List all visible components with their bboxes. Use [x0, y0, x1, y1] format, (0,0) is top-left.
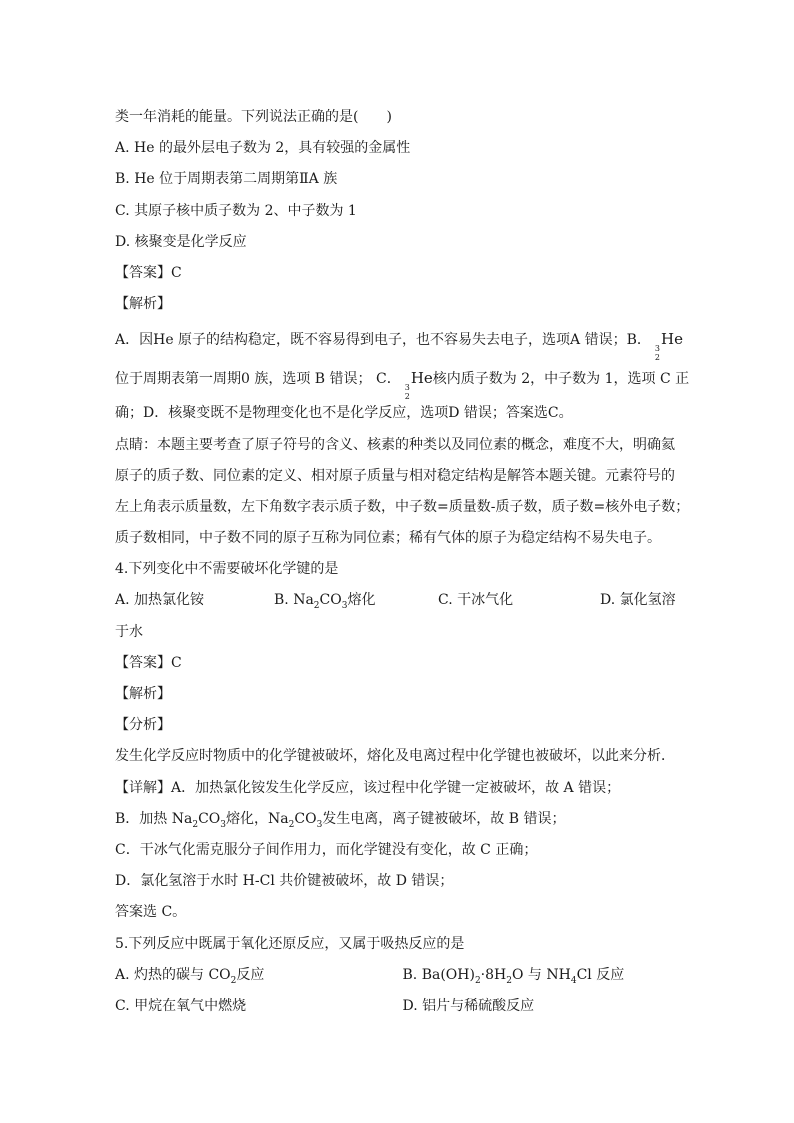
q3-analysis-line-1 — [115, 320, 690, 363]
q3-option-c: C. 其原子核中质子数为 2、中子数为 1 — [115, 202, 357, 219]
q3-analysis-text: 位于周期表第一周期0 族，选项 B 错误； C． — [115, 371, 401, 388]
q5-option-b-text: O 与 NH — [511, 966, 571, 983]
q5-option-b-text: B. Ba(OH) — [402, 966, 475, 983]
q3-analysis-text: 核内质子数为 2，中子数为 1，选项 C 正 — [432, 371, 690, 388]
q4-detail-a: 【详解】A．加热氯化铵发生化学反应，该过程中化学键一定被破坏，故 A 错误； — [115, 779, 621, 796]
q4-detail-b-text: CO — [198, 810, 221, 827]
document-content — [115, 102, 690, 1022]
q4-option-c: C. 干冰气化 — [438, 592, 514, 609]
subscript: 3 — [220, 819, 227, 830]
q5-option-c: C. 甲烷在氧气中燃烧 — [115, 997, 247, 1014]
subscript: 3 — [316, 819, 323, 830]
q5-option-b — [403, 960, 691, 991]
subscript: 2 — [506, 975, 512, 986]
q3-analysis-text: A．因He 原子的结构稳定，既不容易得到电子，也不容易失去电子，选项A 错误；B． — [115, 332, 651, 349]
q3-option-d: D. 核聚变是化学反应 — [115, 233, 247, 250]
subscript: 2 — [313, 601, 320, 612]
q4-option-b-text: 熔化 — [347, 592, 376, 609]
q5-option-d: D. 铝片与稀硫酸反应 — [402, 997, 535, 1014]
subscript: 3 — [341, 601, 348, 612]
q4-detail-b-text: CO — [294, 810, 317, 827]
subscript: 4 — [570, 975, 577, 986]
q4-option-d: D. 氯化氢溶 — [600, 592, 676, 609]
q5-option-a — [115, 960, 403, 991]
q4-stem: 4.下列变化中不需要破坏化学键的是 — [115, 561, 339, 578]
subscript: 2 — [288, 819, 295, 830]
q4-detail-b-text: 发生电离，离子键被破坏，故 B 错误； — [322, 810, 566, 827]
q4-detail-b-text: 熔化，Na — [226, 810, 289, 827]
q3-intro: 类一年消耗的能量。下列说法正确的是( ) — [115, 109, 392, 125]
q3-analysis-line-3: 确；D．核聚变既不是物理变化也不是化学反应，选项D 错误；答案选C。 — [115, 405, 573, 422]
q4-analysis-label: 【解析】 — [115, 686, 171, 702]
q4-analysis-sub: 【分析】 — [115, 717, 171, 734]
q4-final-answer: 答案选 C。 — [115, 904, 187, 921]
q4-option-b — [274, 585, 438, 616]
nuclide-mass-number: 3 — [654, 344, 660, 354]
q5-option-a-text: A. 灼热的碳与 CO — [115, 966, 231, 983]
q4-detail-b — [115, 804, 690, 835]
q4-options — [115, 585, 690, 616]
q5-options-row-2 — [115, 991, 690, 1022]
q3-option-a: A. He 的最外层电子数为 2，具有较强的金属性 — [115, 140, 411, 157]
q4-option-a: A. 加热氯化铵 — [115, 592, 205, 609]
subscript: 2 — [192, 819, 199, 830]
q5-stem: 5.下列反应中既属于氧化还原反应，又属于吸热反应的是 — [115, 935, 465, 952]
q3-comment-line-3: 左上角表示质量数，左下角数字表示质子数，中子数=质量数-质子数，质子数=核外电子数； — [115, 498, 690, 515]
q4-detail-b-text: B．加热 Na — [115, 810, 193, 827]
q5-option-a-text: 反应 — [236, 966, 265, 983]
q5-option-b-text: ·8H — [480, 966, 507, 983]
nuclide-atomic-number: 2 — [654, 353, 660, 363]
nuclide-mass-number: 3 — [404, 383, 410, 393]
subscript: 2 — [474, 975, 481, 986]
q4-option-d-cont: 于水 — [115, 623, 143, 640]
q3-analysis-line-2 — [115, 359, 690, 402]
q3-comment-line-1: 点睛：本题主要考查了原子符号的含义、核素的种类以及同位素的概念，难度不大，明确氦 — [115, 436, 675, 453]
nuclide-atomic-number: 2 — [404, 392, 410, 402]
nuclide-symbol: He — [410, 369, 433, 388]
q3-answer: 【答案】C — [115, 264, 182, 281]
q4-option-b-text: B. Na — [274, 592, 314, 609]
q4-analysis-text: 发生化学反应时物质中的化学键被破坏，熔化及电离过程中化学键也被破坏，以此来分析． — [115, 748, 675, 765]
subscript: 2 — [230, 975, 237, 986]
nuclide-symbol: He — [661, 330, 683, 349]
q4-detail-d: D．氯化氢溶于水时 H-Cl 共价键被破坏，故 D 错误； — [115, 873, 454, 890]
q3-option-b: B. He 位于周期表第二周期第ⅡA 族 — [115, 171, 338, 188]
q4-answer: 【答案】C — [115, 654, 182, 671]
q3-analysis-label: 【解析】 — [115, 296, 171, 313]
q5-options-row-1 — [115, 960, 690, 991]
q5-option-b-text: Cl 反应 — [576, 966, 625, 983]
q4-detail-c: C．干冰气化需克服分子间作用力，而化学键没有变化，故 C 正确； — [115, 841, 538, 858]
q3-comment-line-2: 原子的质子数、同位素的定义、相对原子质量与相对稳定结构是解答本题关键。元素符号的 — [115, 467, 675, 484]
q4-option-b-text: CO — [319, 592, 342, 609]
q3-comment-line-4: 质子数相同，中子数不同的原子互称为同位素；稀有气体的原子为稳定结构不易失电子。 — [115, 530, 661, 547]
